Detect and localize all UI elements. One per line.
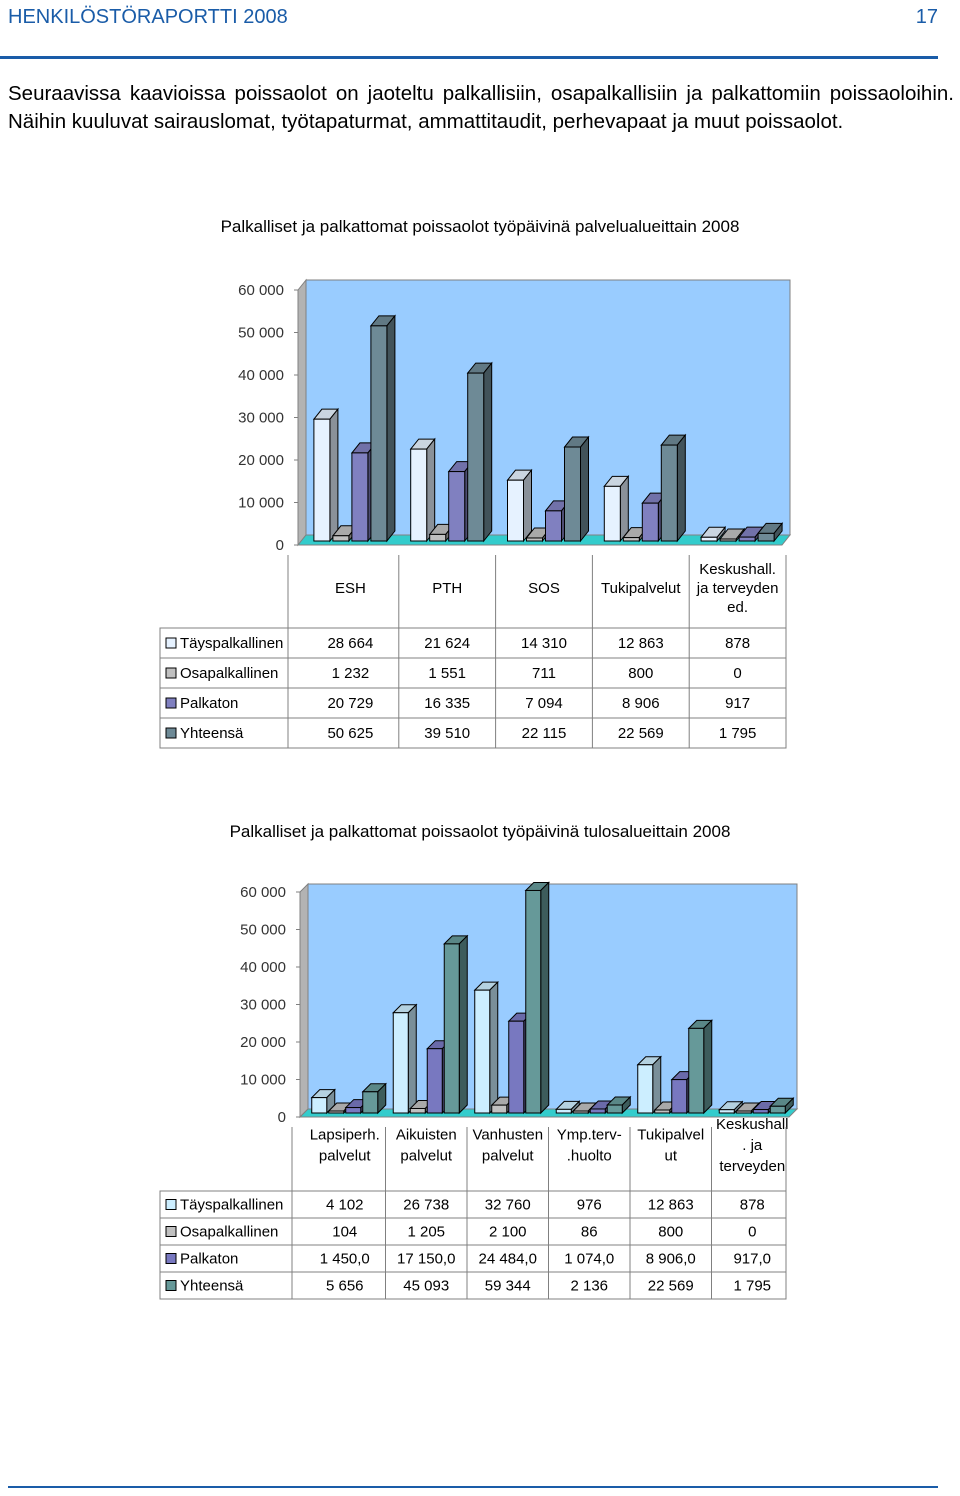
category-label-line: PTH bbox=[432, 580, 463, 597]
table-cell: 8 906,0 bbox=[645, 1250, 696, 1268]
chart-palvelualueittain bbox=[0, 200, 960, 760]
table-cell: 878 bbox=[725, 635, 751, 652]
category-label bbox=[716, 1116, 789, 1175]
category-label-line: ut bbox=[664, 1147, 678, 1165]
category-label bbox=[637, 1127, 704, 1165]
bar-side bbox=[387, 316, 395, 541]
y-tick-label: 60 000 bbox=[240, 884, 286, 901]
bar-front bbox=[393, 1013, 408, 1113]
bar-front bbox=[556, 1109, 571, 1113]
bar-front bbox=[770, 1106, 785, 1113]
category-label-line: palvelut bbox=[318, 1147, 371, 1165]
legend-key-0 bbox=[166, 638, 176, 648]
table-cell: 45 093 bbox=[403, 1277, 450, 1295]
bar-front bbox=[604, 486, 620, 541]
table-cell: 22 569 bbox=[617, 725, 664, 742]
bar-front bbox=[427, 1049, 442, 1113]
bar-1-2-0 bbox=[475, 982, 498, 1113]
plot-side-wall bbox=[298, 280, 306, 545]
series-name: Osapalkallinen bbox=[180, 1223, 279, 1241]
legend-key-2 bbox=[166, 1254, 176, 1264]
table-cell: 20 729 bbox=[327, 695, 374, 712]
bar-0-2-0 bbox=[508, 470, 532, 541]
legend-key-2 bbox=[166, 698, 176, 708]
series-name: Yhteensä bbox=[180, 725, 244, 742]
bar-front bbox=[607, 1105, 622, 1113]
table-cell: 8 906 bbox=[622, 695, 660, 712]
y-tick-label: 30 000 bbox=[238, 409, 284, 427]
bar-front bbox=[492, 1105, 507, 1113]
category-label-line: Aikuisten bbox=[395, 1126, 457, 1144]
bar-front bbox=[720, 539, 736, 541]
bar-front bbox=[346, 1108, 361, 1113]
bar-front bbox=[526, 890, 541, 1113]
table-cell: 16 335 bbox=[424, 695, 471, 712]
bar-front bbox=[363, 1092, 378, 1113]
table-cell: 59 344 bbox=[484, 1277, 531, 1295]
bar-0-1-0 bbox=[411, 439, 435, 541]
bar-front bbox=[314, 419, 330, 541]
bar-1-1-3 bbox=[444, 936, 467, 1113]
table-cell: 917,0 bbox=[733, 1250, 772, 1268]
chart-title: Palkalliset ja palkattomat poissaolot työpäivinä palvelualueittain 2008 bbox=[220, 217, 740, 236]
legend-key-1 bbox=[166, 1227, 176, 1237]
bar-0-0-3 bbox=[371, 316, 395, 541]
bar-front bbox=[753, 1110, 768, 1113]
series-name: Täyspalkallinen bbox=[180, 1196, 284, 1214]
table-cell: 104 bbox=[332, 1223, 358, 1241]
y-tick-label: 60 000 bbox=[238, 282, 284, 299]
category-label-line: ed. bbox=[727, 599, 749, 616]
category-label-line: palvelut bbox=[400, 1147, 453, 1165]
category-label-line: terveyden bbox=[719, 1158, 786, 1175]
bar-front bbox=[546, 511, 562, 541]
bar-front bbox=[468, 373, 484, 541]
bar-1-4-3 bbox=[689, 1020, 712, 1113]
bar-1-1-0 bbox=[393, 1005, 416, 1113]
category-label-line: ESH bbox=[334, 580, 366, 597]
bar-front bbox=[638, 1065, 653, 1113]
table-cell: 1 232 bbox=[331, 665, 370, 682]
bar-front bbox=[475, 990, 490, 1113]
intro-paragraph: Seuraavissa kaavioissa poissaolot on jaoteltu palkallisiin, osapalkallisiin ja palkattomiin poissaoloihin. Näihin kuuluvat sairauslomat, työtapaturmat, ammattitaudit, perhevapaat ja muut poissaolot. bbox=[8, 82, 954, 133]
bar-front bbox=[449, 472, 465, 541]
category-label bbox=[335, 580, 366, 597]
bar-front bbox=[329, 1111, 344, 1113]
y-tick-label: 50 000 bbox=[238, 324, 284, 342]
legend-key-3 bbox=[166, 1281, 176, 1291]
chart-title: Palkalliset ja palkattomat poissaolot työpäivinä tulosalueittain 2008 bbox=[229, 822, 731, 841]
legend-key-1 bbox=[166, 668, 176, 678]
bar-front bbox=[701, 537, 717, 541]
table-cell: 21 624 bbox=[424, 635, 471, 652]
footer-divider bbox=[8, 1486, 938, 1488]
table-cell: 878 bbox=[739, 1196, 765, 1214]
y-tick-label: 20 000 bbox=[238, 452, 284, 469]
bar-side bbox=[459, 936, 467, 1113]
bar-side bbox=[427, 439, 435, 541]
table-cell: 711 bbox=[532, 665, 556, 682]
bar-front bbox=[444, 944, 459, 1113]
chart-svg bbox=[0, 200, 960, 760]
table-cell: 1 795 bbox=[733, 1277, 772, 1295]
bar-front bbox=[719, 1110, 734, 1113]
category-label-line: Keskushall. bbox=[699, 561, 776, 578]
y-tick-label: 40 000 bbox=[240, 959, 286, 976]
bar-front bbox=[508, 480, 524, 541]
bar-side bbox=[408, 1005, 416, 1113]
y-tick-label: 10 000 bbox=[240, 1071, 286, 1089]
bar-0-3-0 bbox=[604, 476, 628, 541]
bar-front bbox=[312, 1098, 327, 1113]
bar-side bbox=[330, 409, 338, 541]
bar-front bbox=[655, 1110, 670, 1113]
bar-front bbox=[736, 1111, 751, 1113]
table-cell: 24 484,0 bbox=[478, 1250, 537, 1268]
bar-side bbox=[490, 982, 498, 1113]
table-cell: 28 664 bbox=[327, 635, 374, 652]
table-cell: 7 094 bbox=[525, 695, 563, 712]
y-tick-label: 40 000 bbox=[238, 367, 284, 384]
y-tick-label: 50 000 bbox=[240, 921, 286, 939]
table-cell: 12 863 bbox=[647, 1196, 694, 1214]
bar-front bbox=[527, 538, 543, 541]
bar-front bbox=[430, 534, 446, 541]
bar-1-0-3 bbox=[363, 1084, 386, 1113]
category-label-line: palvelut bbox=[481, 1147, 534, 1165]
bar-front bbox=[590, 1109, 605, 1113]
category-label-line: SOS bbox=[528, 580, 560, 597]
bar-front bbox=[758, 533, 774, 541]
bar-front bbox=[672, 1080, 687, 1113]
bar-0-1-3 bbox=[468, 363, 492, 541]
bar-side bbox=[620, 476, 628, 541]
table-cell: 4 102 bbox=[325, 1196, 364, 1214]
series-name: Palkaton bbox=[180, 1250, 239, 1268]
category-label-line: Keskushall bbox=[715, 1116, 789, 1133]
chart-svg bbox=[0, 805, 960, 1305]
table-cell: 0 bbox=[748, 1223, 757, 1241]
table-cell: 22 115 bbox=[521, 725, 567, 742]
category-label bbox=[396, 1127, 457, 1165]
table-cell: 1 551 bbox=[428, 665, 466, 682]
table-cell: 1 205 bbox=[407, 1223, 446, 1241]
bar-front bbox=[573, 1111, 588, 1113]
table-cell: 976 bbox=[576, 1196, 602, 1214]
table-cell: 0 bbox=[733, 665, 742, 682]
table-cell: 26 738 bbox=[403, 1196, 450, 1214]
bar-0-3-3 bbox=[661, 435, 685, 541]
table-cell: 917 bbox=[725, 695, 751, 712]
table-cell: 12 863 bbox=[617, 635, 664, 652]
category-label-line: Tukipalvel bbox=[637, 1126, 705, 1144]
bar-front bbox=[565, 447, 581, 541]
bar-front bbox=[689, 1028, 704, 1113]
page-number: 17 bbox=[915, 6, 938, 28]
category-label bbox=[696, 561, 779, 616]
bar-1-2-3 bbox=[526, 882, 549, 1113]
table-cell: 5 656 bbox=[325, 1277, 364, 1295]
series-name: Yhteensä bbox=[180, 1277, 244, 1295]
table-cell: 2 100 bbox=[488, 1223, 527, 1241]
bar-side bbox=[484, 363, 492, 541]
bar-side bbox=[704, 1020, 712, 1113]
series-name: Palkaton bbox=[180, 695, 239, 712]
table-cell: 86 bbox=[580, 1223, 598, 1241]
table-cell: 50 625 bbox=[327, 725, 374, 742]
table-cell: 800 bbox=[658, 1223, 684, 1241]
category-label bbox=[601, 580, 681, 597]
category-label-line: Vanhusten bbox=[472, 1126, 544, 1144]
bar-0-2-3 bbox=[565, 437, 589, 541]
y-tick-label: 10 000 bbox=[238, 494, 284, 512]
y-tick-label: 0 bbox=[277, 1109, 286, 1126]
bar-1-4-0 bbox=[638, 1057, 661, 1113]
table-cell: 17 150,0 bbox=[397, 1250, 456, 1268]
bar-front bbox=[371, 326, 387, 541]
series-name: Täyspalkallinen bbox=[180, 635, 284, 652]
page-header bbox=[8, 4, 938, 34]
bar-side bbox=[677, 435, 685, 541]
table-cell: 14 310 bbox=[521, 635, 567, 652]
category-label-line: Tukipalvelut bbox=[601, 580, 681, 597]
category-label bbox=[472, 1127, 543, 1165]
bar-side bbox=[581, 437, 589, 541]
legend-key-3 bbox=[166, 728, 176, 738]
bar-front bbox=[642, 503, 658, 541]
series-name: Osapalkallinen bbox=[180, 665, 279, 682]
chart-tulosalueittain bbox=[0, 805, 960, 1305]
category-label bbox=[557, 1127, 622, 1165]
category-label-line: ja terveyden bbox=[696, 580, 779, 597]
bar-side bbox=[541, 882, 549, 1113]
bar-front bbox=[739, 537, 755, 541]
bar-front bbox=[333, 536, 349, 541]
bar-front bbox=[411, 449, 427, 541]
category-label-line: . ja bbox=[742, 1137, 763, 1154]
table-cell: 32 760 bbox=[484, 1196, 531, 1214]
table-cell: 1 795 bbox=[718, 725, 757, 742]
legend-key-0 bbox=[166, 1200, 176, 1210]
table-cell: 2 136 bbox=[570, 1277, 609, 1295]
category-label bbox=[528, 580, 560, 597]
plot-back-wall bbox=[308, 884, 797, 1109]
bar-front bbox=[623, 538, 639, 541]
bar-front bbox=[352, 453, 368, 541]
bar-side bbox=[524, 470, 532, 541]
y-tick-label: 30 000 bbox=[240, 996, 286, 1014]
bar-front bbox=[410, 1108, 425, 1113]
report-title: HENKILÖSTÖRAPORTTI 2008 bbox=[8, 6, 288, 28]
table-cell: 1 074,0 bbox=[564, 1250, 615, 1268]
category-label bbox=[432, 580, 462, 597]
table-cell: 1 450,0 bbox=[319, 1250, 370, 1268]
category-label-line: .huolto bbox=[566, 1147, 612, 1165]
bar-0-0-0 bbox=[314, 409, 338, 541]
category-label bbox=[310, 1127, 380, 1165]
category-label-line: Lapsiperh. bbox=[309, 1126, 380, 1144]
plot-side-wall bbox=[300, 884, 308, 1117]
header-divider bbox=[0, 56, 938, 59]
bar-front bbox=[509, 1021, 524, 1113]
table-cell: 39 510 bbox=[424, 725, 471, 742]
y-tick-label: 20 000 bbox=[240, 1034, 286, 1051]
bar-front bbox=[661, 445, 677, 541]
table-cell: 22 569 bbox=[647, 1277, 694, 1295]
table-cell: 800 bbox=[628, 665, 654, 682]
category-label-line: Ymp.terv- bbox=[556, 1126, 622, 1144]
y-tick-label: 0 bbox=[275, 537, 284, 554]
